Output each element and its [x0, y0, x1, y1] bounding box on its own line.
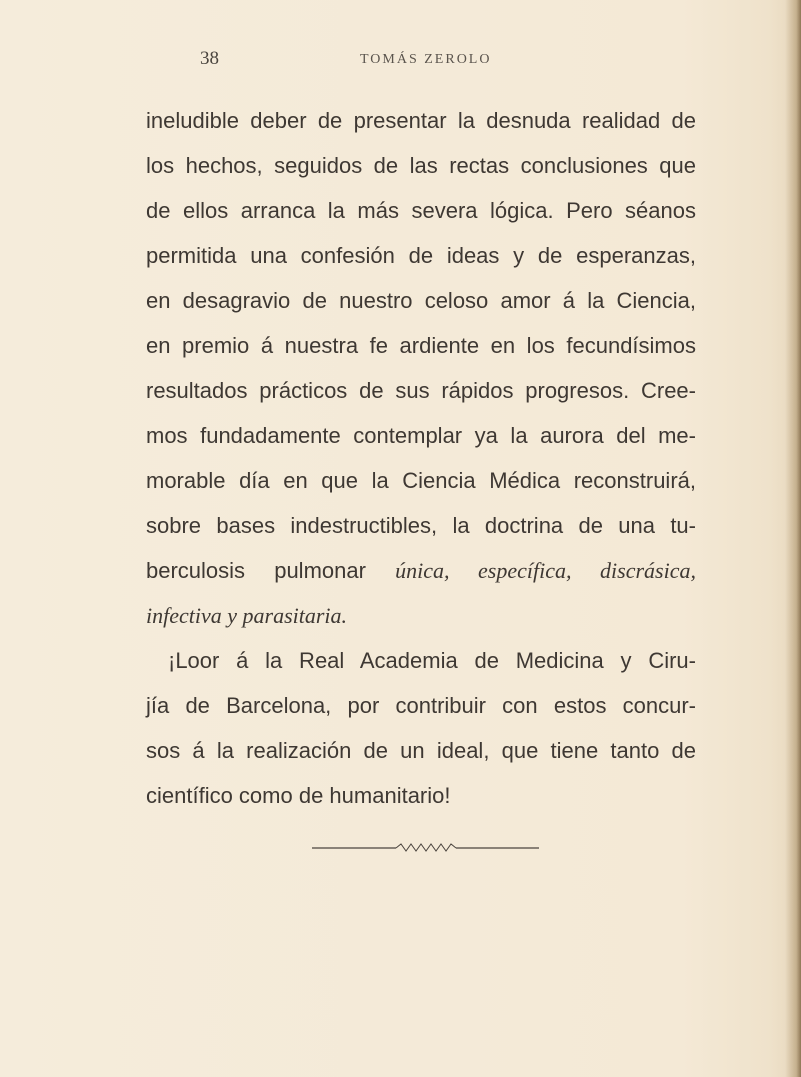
text-line: resultados prácticos de sus rápidos progresos. Cree- [146, 378, 696, 403]
page-number: 38 [200, 48, 219, 69]
text-line: morable día en que la Ciencia Médica reconstruirá, [146, 468, 696, 493]
text-line: los hechos, seguidos de las rectas conclusiones que [146, 153, 696, 178]
text-line: de ellos arranca la más severa lógica. Pero séanos [146, 198, 696, 223]
ornament-zigzag [396, 844, 456, 851]
text-line: en desagravio de nuestro celoso amor á la Ciencia, [146, 288, 696, 313]
text-line: ineludible deber de presentar la desnuda realidad de [146, 108, 696, 133]
page-header [0, 48, 801, 74]
text-line: científico como de humanitario! [146, 783, 451, 808]
text-line: ¡Loor á la Real Academia de Medicina y Ciru- [168, 648, 696, 673]
body-text [146, 98, 696, 818]
text-line: mos fundadamente contemplar ya la aurora del me- [146, 423, 696, 448]
italic-segment: única, específica, discrásica, [395, 558, 696, 583]
running-head: TOMÁS ZEROLO [360, 52, 492, 67]
text-line: sos á la realización de un ideal, que tiene tanto de [146, 738, 696, 763]
text-line: sobre bases indestructibles, la doctrina de una tu- [146, 513, 696, 538]
page-edge-shadow [785, 0, 801, 1077]
text-line [146, 593, 696, 638]
text-segment: berculosis pulmonar [146, 558, 366, 583]
text-line: en premio á nuestra fe ardiente en los fecundísimos [146, 333, 696, 358]
italic-segment: infectiva y parasitaria. [146, 603, 348, 628]
text-line: jía de Barcelona, por contribuir con estos concur- [146, 693, 696, 718]
end-ornament [312, 840, 539, 856]
text-line-mixed [146, 548, 696, 593]
text-line: permitida una confesión de ideas y de esperanzas, [146, 243, 696, 268]
